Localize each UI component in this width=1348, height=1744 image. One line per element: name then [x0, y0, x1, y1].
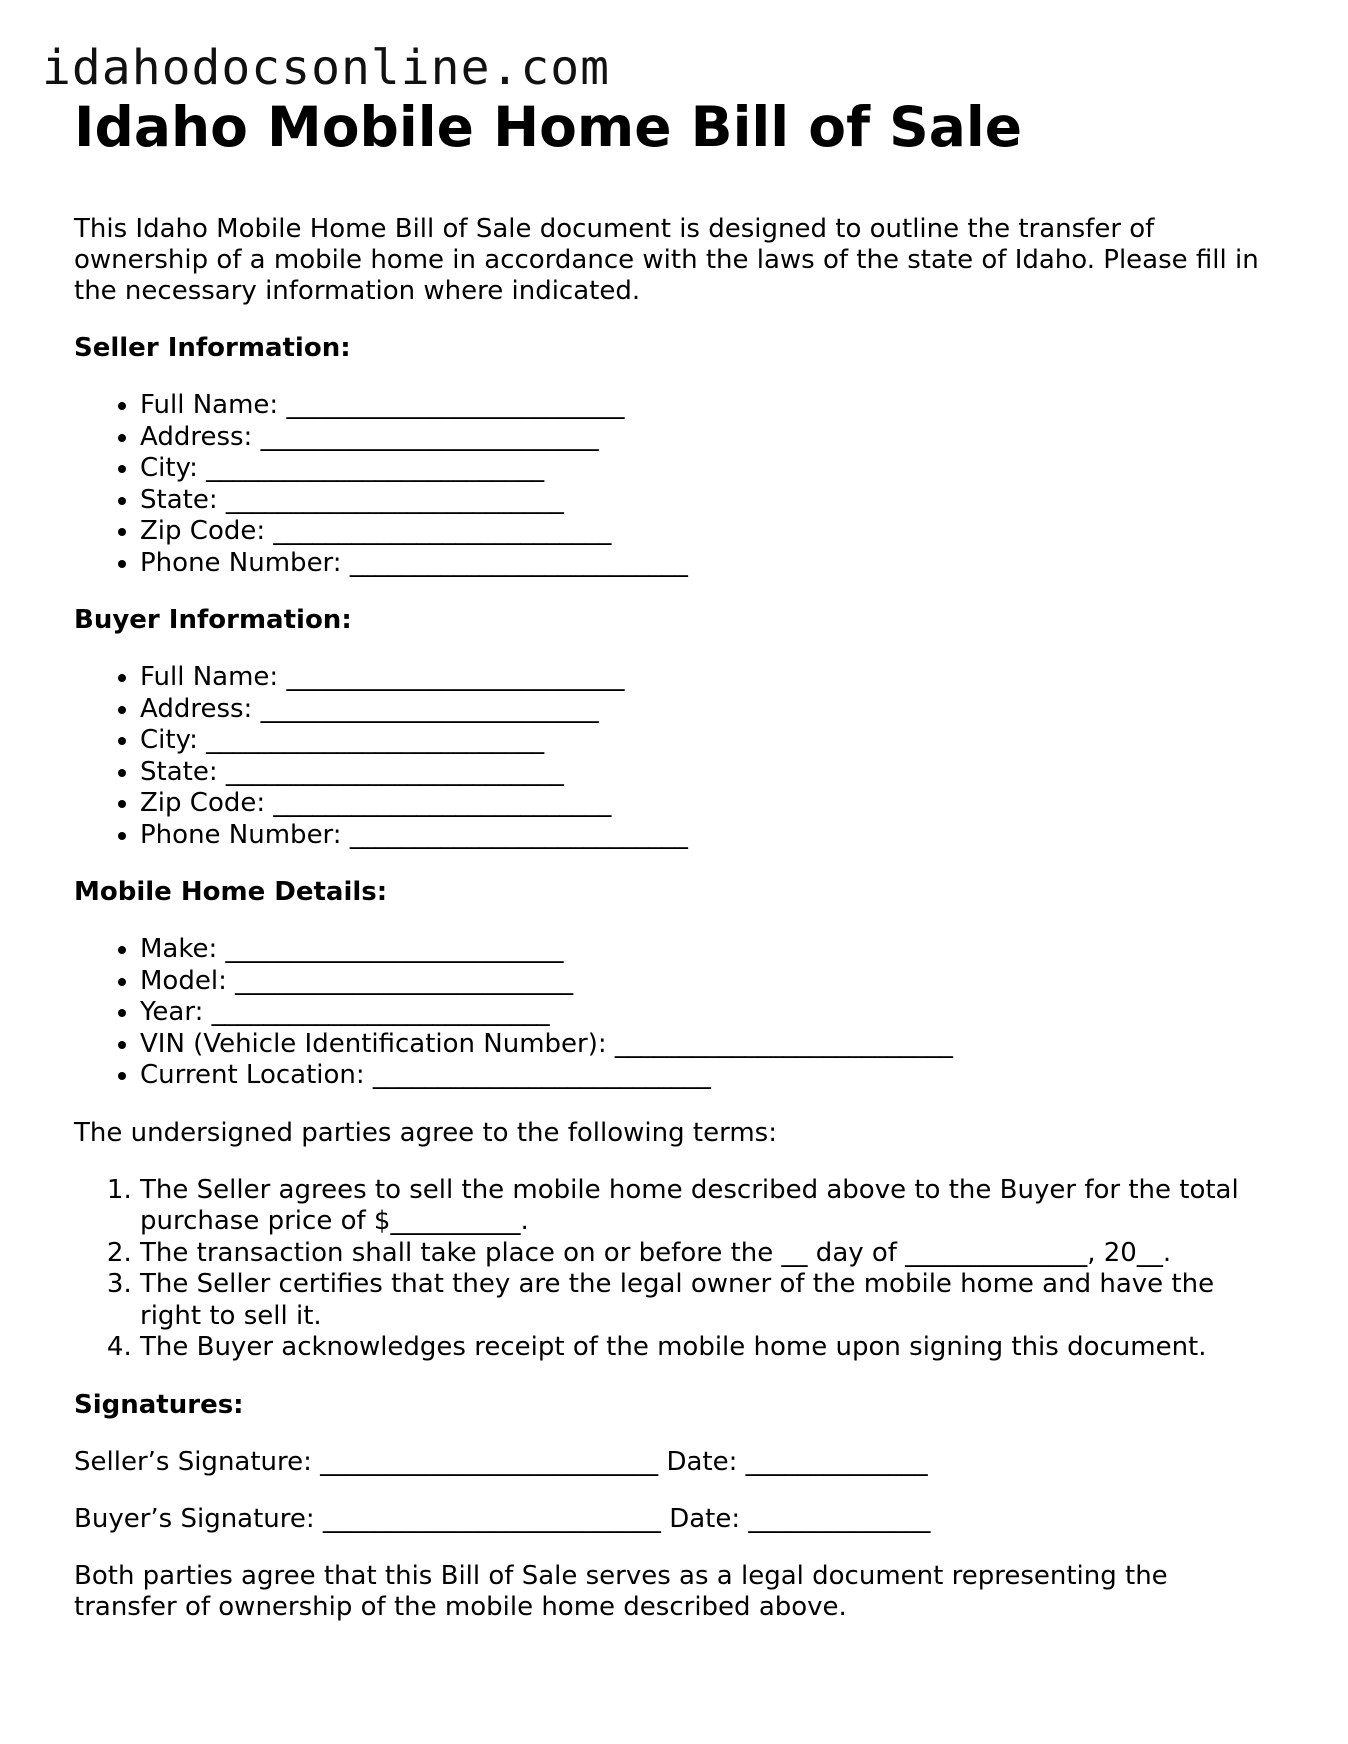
blank-line: __________________________ [260, 693, 599, 724]
buyer-signature-label: Buyer’s Signature: [74, 1503, 315, 1534]
blank-line: __________________________ [225, 756, 564, 787]
seller-section-heading: Seller Information: [74, 333, 351, 363]
buyer-signature-row [74, 1504, 1274, 1535]
document-page [74, 92, 1274, 1623]
seller-date-line[interactable]: ______________ [745, 1446, 928, 1477]
buyer-signature-line[interactable]: __________________________ [322, 1503, 661, 1534]
vin-field[interactable] [140, 1029, 1274, 1061]
date-label: Date: [669, 1503, 741, 1534]
buyer-address-field[interactable] [140, 694, 1274, 726]
field-label: State: [140, 756, 218, 787]
site-watermark: idahodocsonline.com [42, 40, 611, 96]
field-label: Full Name: [140, 390, 279, 420]
blank-line: __________________________ [273, 516, 612, 546]
seller-signature-row [74, 1447, 1274, 1478]
seller-full-name-field[interactable] [140, 390, 1274, 422]
field-label: Year: [140, 997, 204, 1027]
seller-phone-field[interactable] [140, 548, 1274, 580]
field-label: Zip Code: [140, 788, 266, 818]
blank-line: __________________________ [225, 484, 564, 515]
mobile-home-section-heading: Mobile Home Details: [74, 877, 388, 907]
field-label: Full Name: [140, 662, 279, 692]
buyer-date-line[interactable]: ______________ [748, 1503, 931, 1534]
field-label: Address: [140, 421, 253, 452]
blank-line: __________________________ [206, 725, 545, 755]
term-item: 1. The Seller agrees to sell the mobile home described above to the Buyer for the total purchase price of $__________. [140, 1175, 1274, 1238]
seller-state-field[interactable] [140, 485, 1274, 517]
field-label: State: [140, 484, 218, 515]
model-field[interactable] [140, 966, 1274, 998]
buyer-zip-field[interactable] [140, 788, 1274, 820]
document-title: Idaho Mobile Home Bill of Sale [74, 95, 1023, 159]
seller-city-field[interactable] [140, 453, 1274, 485]
make-field[interactable] [140, 934, 1274, 966]
blank-line: __________________________ [260, 421, 599, 452]
blank-line: __________________________ [273, 788, 612, 818]
buyer-section-heading: Buyer Information: [74, 605, 352, 635]
buyer-full-name-field[interactable] [140, 662, 1274, 694]
field-label: Model: [140, 965, 227, 996]
blank-line: __________________________ [349, 547, 688, 578]
seller-zip-field[interactable] [140, 516, 1274, 548]
field-label: Zip Code: [140, 516, 266, 546]
seller-signature-line[interactable]: __________________________ [320, 1446, 659, 1477]
blank-line: __________________________ [286, 662, 625, 692]
year-field[interactable] [140, 997, 1274, 1029]
term-item: 4. The Buyer acknowledges receipt of the mobile home upon signing this document. [140, 1332, 1274, 1364]
field-label: Phone Number: [140, 547, 342, 578]
buyer-state-field[interactable] [140, 757, 1274, 789]
signatures-section-heading: Signatures: [74, 1389, 244, 1420]
blank-line: __________________________ [206, 453, 545, 483]
field-label: Phone Number: [140, 819, 342, 850]
field-label: Current Location: [140, 1060, 365, 1090]
buyer-phone-field[interactable] [140, 820, 1274, 852]
intro-paragraph: This Idaho Mobile Home Bill of Sale document is designed to outline the transfer of ownership of a mobile home in accordance with the laws of the state of Idaho. Please fill in the necessary information where indicated. [74, 214, 1259, 306]
blank-line: __________________________ [211, 997, 550, 1027]
field-label: City: [140, 725, 198, 755]
seller-signature-label: Seller’s Signature: [74, 1446, 312, 1477]
terms-list [74, 1175, 1274, 1364]
blank-line: __________________________ [614, 1028, 953, 1059]
field-label: City: [140, 453, 198, 483]
blank-line: __________________________ [286, 390, 625, 420]
term-item: 3. The Seller certifies that they are the legal owner of the mobile home and have the right to sell it. [140, 1269, 1274, 1332]
blank-line: __________________________ [372, 1060, 711, 1090]
term-item: 2. The transaction shall take place on or before the __ day of ______________, 20__. [140, 1238, 1274, 1270]
date-label: Date: [666, 1446, 738, 1477]
field-label: Address: [140, 693, 253, 724]
blank-line: __________________________ [235, 965, 574, 996]
buyer-city-field[interactable] [140, 725, 1274, 757]
buyer-field-list [74, 662, 1274, 851]
field-label: VIN (Vehicle Identification Number): [140, 1028, 607, 1059]
mobile-home-field-list [74, 934, 1274, 1092]
blank-line: __________________________ [349, 819, 688, 850]
terms-intro: The undersigned parties agree to the following terms: [74, 1117, 777, 1148]
blank-line: __________________________ [225, 934, 564, 964]
current-location-field[interactable] [140, 1060, 1274, 1092]
field-label: Make: [140, 934, 218, 964]
seller-address-field[interactable] [140, 422, 1274, 454]
closing-paragraph: Both parties agree that this Bill of Sale serves as a legal document representing the transfer of ownership of the mobile home described above. [74, 1560, 1168, 1622]
seller-field-list [74, 390, 1274, 579]
